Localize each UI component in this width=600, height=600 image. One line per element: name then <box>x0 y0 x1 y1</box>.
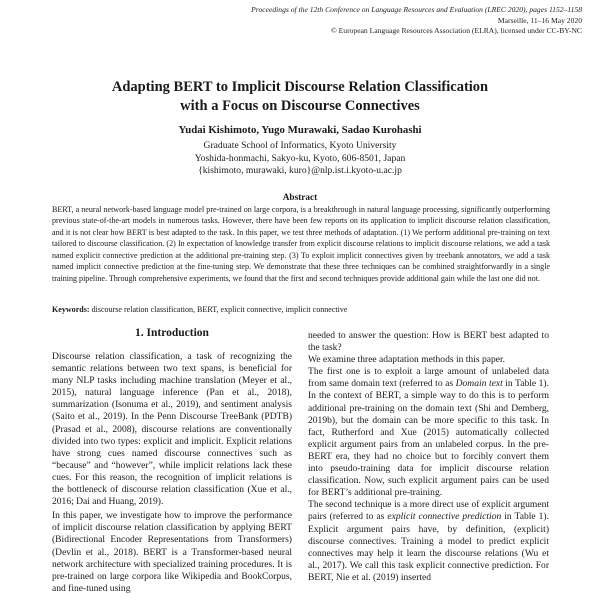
authors: Yudai Kishimoto, Yugo Murawaki, Sadao Kurohashi <box>178 124 422 136</box>
p6-emphasis: explicit connective prediction <box>387 511 502 523</box>
right-column <box>308 330 549 584</box>
proceedings-line-2: Marseille, 11–16 May 2020 <box>497 15 582 25</box>
keywords-label: Keywords: <box>52 305 90 314</box>
abstract-text: BERT, a neural network-based language model pre-trained on large corpora, is a breakthrough in natural language processing, significantly outperforming previous state-of-the-art models in numerous tasks. However, there have been few reports on its application to implicit discourse relation classification, and it is not clear how BERT is best adapted to the task. In this paper, we test three methods of adaptation. (1) We perform additional pre-training on text tailored to discourse classification. (2) In expectation of knowledge transfer from explicit discourse relations to implicit discourse relations, we add a task named explicit connective prediction at the additional pre-training step. (3) To exploit implicit connectives given by treebank annotators, we add a task named implicit connective prediction at the fine-tuning step. We demonstrate that these three techniques can be combined straightforwardly in a single training pipeline. Through comprehensive experiments, we found that the first and second techniques provide additional gain while the last one did not. <box>52 205 550 283</box>
affiliation-line-3: {kishimoto, murawaki, kuro}@nlp.ist.i.kyoto-u.ac.jp <box>198 165 402 176</box>
keywords <box>52 305 550 314</box>
left-column <box>52 351 292 595</box>
intro-paragraph-1: Discourse relation classification, a task of recognizing the semantic relations between two text spans, is beneficial for many NLP tasks including machine translation (Meyer et al., 2015), natural language inference (Pan et al., 2018), summarization (Isonuma et al., 2019), and sentiment analysis (Saito et al., 2019). In the Penn Discourse TreeBank (PDTB) (Prasad et al., 2008), discourse relations are conventionally divided into two types: explicit and implicit. Explicit relations have strong cues named discourse connectives such as “because” and “however”, while implicit relations lack these cues. For this reason, the recognition of implicit relations is the bottleneck of discourse relation classification (Xue et al., 2016; Dai and Huang, 2019). <box>52 351 292 508</box>
p5-emphasis: Domain text <box>455 378 503 390</box>
title-line-1: Adapting BERT to Implicit Discourse Relation Classification <box>111 79 489 95</box>
p5-text-a: The first one is to exploit a large amount of unlabeled data from same domain text (referred to as <box>308 366 549 390</box>
keywords-text: discourse relation classification, BERT, explicit connective, implicit connective <box>91 305 348 314</box>
p6-text-b: in Table 1). Explicit argument pairs have, by definition, (explicit) discourse connectives. Training a model to predict explicit connectives may help it learn the discourse relations (Wu et al., 2017). We call this task explicit connective prediction. For BERT, Nie et al. (2019) inserted <box>308 511 549 583</box>
p6-text-a: The second technique is a more direct use of explicit argument pairs (referred to as <box>308 499 549 523</box>
proceedings-line-1: Proceedings of the 12th Conference on Language Resources and Evaluation (LREC 2020), pages 1152–1158 <box>251 5 582 14</box>
section-heading-introduction: 1. Introduction <box>135 327 209 339</box>
intro-paragraph-6 <box>308 499 549 584</box>
title-line-2: with a Focus on Discourse Connectives <box>180 98 420 114</box>
affiliation-line-2: Yoshida-honmachi, Sakyo-ku, Kyoto, 606-8501, Japan <box>194 152 406 164</box>
intro-paragraph-3: needed to answer the question: How is BERT best adapted to the task? <box>308 330 549 354</box>
proceedings-header <box>242 5 582 37</box>
intro-paragraph-2: In this paper, we investigate how to improve the performance of implicit discourse relation classification by applying BERT (Bidirectional Encoder Representations from Transformers) (Devlin et al., 2018). BERT is a Transformer-based neural network architecture with specialized training procedures. It is pre-trained on large corpora like Wikipedia and BookCorpus, and fine-tuned using <box>52 510 292 594</box>
abstract-heading: Abstract <box>282 193 318 203</box>
p5-text-b: in Table 1). In the context of BERT, a simple way to do this is to perform additional pre-training on the domain text (Shi and Demberg, 2019b), but the domain can be more specific to this task. In fact, Rutherford and Xue (2015) automatically collected explicit argument pairs from an unlabeled corpus. In the pre-BERT era, they had no choice but to forcibly convert them into pseudo-training data for implicit discourse relation classification. Now, such explicit argument pairs can be used for BERT’s additional pre-training. <box>308 378 549 499</box>
intro-paragraph-4: We examine three adaptation methods in this paper. <box>308 354 506 366</box>
affiliation <box>0 140 600 178</box>
proceedings-line-3: © European Language Resources Association (ELRA), licensed under CC-BY-NC <box>330 26 582 35</box>
paper-title <box>0 78 600 116</box>
intro-paragraph-5 <box>308 366 549 499</box>
affiliation-line-1: Graduate School of Informatics, Kyoto University <box>203 140 397 151</box>
